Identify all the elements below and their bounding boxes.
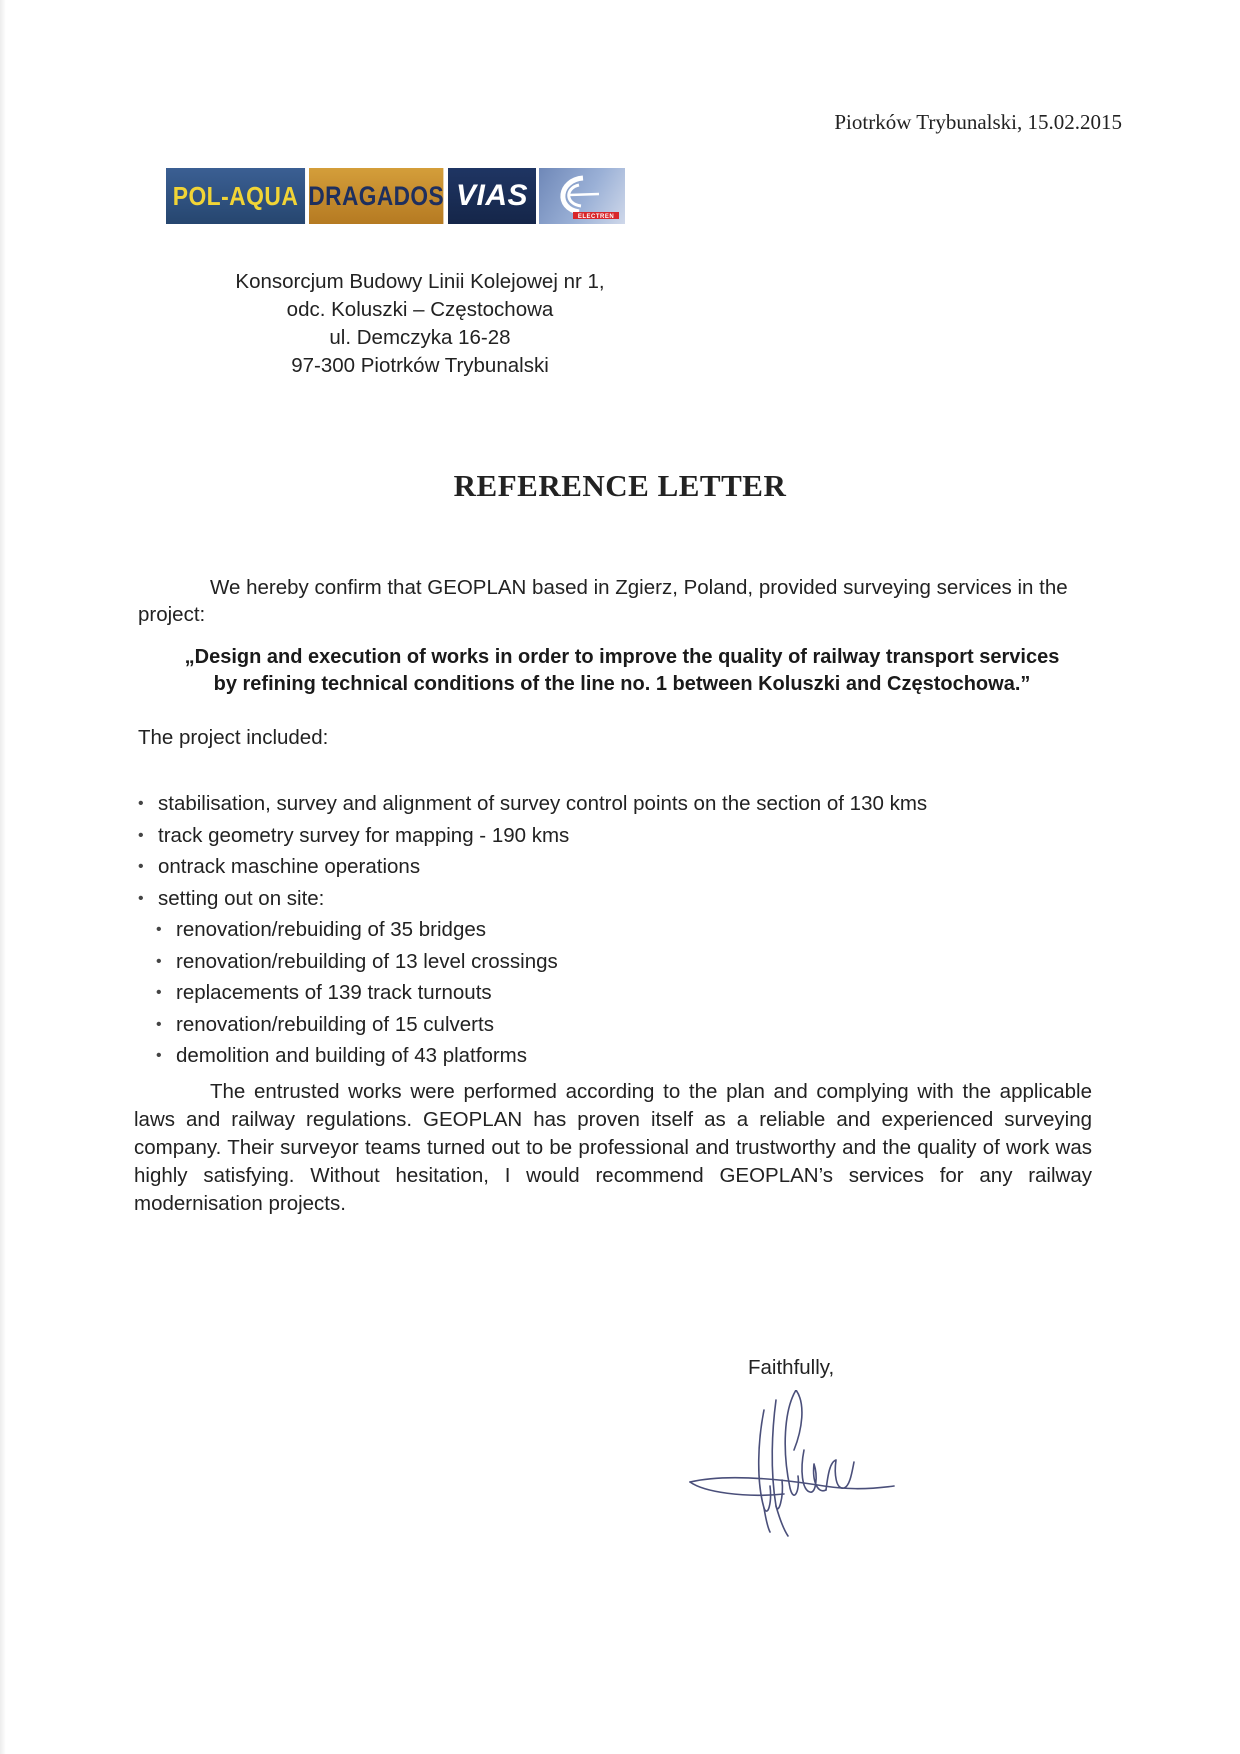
address-line: 97-300 Piotrków Trybunalski — [291, 354, 549, 377]
list-item-text: setting out on site: — [158, 886, 325, 910]
included-label: The project included: — [138, 726, 329, 749]
letter-title: REFERENCE LETTER — [453, 468, 787, 503]
bullet-icon: • — [138, 826, 144, 844]
bullet-icon: • — [156, 984, 162, 1001]
bullet-icon: • — [156, 1047, 162, 1064]
project-name — [128, 644, 1116, 698]
bullet-icon: • — [138, 858, 144, 875]
scan-edge — [0, 0, 6, 1754]
sub-list-item — [138, 977, 927, 1009]
scope-list — [138, 788, 927, 1072]
list-item — [138, 788, 927, 820]
sub-list-item — [138, 946, 927, 978]
letter-date: Piotrków Trybunalski, 15.02.2015 — [834, 110, 1122, 134]
sub-list-item-text: replacements of 139 track turnouts — [176, 981, 492, 1004]
sub-list-item-text: renovation/rebuilding of 13 level crossings — [176, 949, 558, 973]
sub-list-item-text: renovation/rebuilding of 15 culverts — [176, 1012, 494, 1036]
intro-paragraph: We hereby confirm that GEOPLAN based in Zgierz, Poland, provided surveying services in the project: — [138, 576, 1068, 626]
list-item-text: stabilisation, survey and alignment of survey control points on the section of 130 kms — [158, 792, 928, 815]
swoosh-c-icon — [539, 168, 625, 224]
address-line: odc. Koluszki – Częstochowa — [286, 298, 554, 321]
vias-logo: VIAS — [448, 168, 536, 224]
list-item-text: ontrack maschine operations — [158, 855, 421, 878]
project-name-line: by refining technical conditions of the line no. 1 between Koluszki and Częstochowa.” — [213, 673, 1031, 695]
bullet-icon: • — [156, 1015, 162, 1033]
bullet-icon: • — [156, 952, 162, 970]
sub-list-item-text: demolition and building of 43 platforms — [176, 1044, 527, 1067]
bullet-icon: • — [138, 889, 144, 907]
recipient-address — [210, 268, 630, 380]
signature-image — [684, 1390, 904, 1540]
polaqua-logo: POL-AQUA — [166, 168, 305, 224]
list-item — [138, 820, 927, 852]
bullet-icon: • — [138, 795, 144, 812]
dragados-logo: DRAGADOS — [309, 168, 443, 224]
sub-list-item — [138, 914, 927, 946]
sub-list-item — [138, 1040, 927, 1072]
address-line: Konsorcjum Budowy Linii Kolejowej nr 1, — [235, 270, 605, 293]
electren-wordmark: ELECTREN — [577, 214, 615, 220]
sign-off: Faithfully, — [748, 1356, 835, 1379]
bullet-icon: • — [156, 921, 162, 938]
electren-logo — [539, 168, 625, 224]
list-item-text: track geometry survey for mapping - 190 kms — [158, 823, 570, 847]
closing-paragraph: The entrusted works were performed according to the plan and complying with the applicable laws and railway regulations. GEOPLAN has proven itself as a reliable and experienced surveying company. Their surveyor teams turned out to be professional and trustworthy and the quality of work was highly satisfying. Without hesitation, I would recommend GEOPLAN’s services for any railway modernisation projects. — [134, 1080, 1092, 1215]
list-item — [138, 883, 927, 915]
consortium-logos — [166, 168, 625, 224]
sub-list-item — [138, 1009, 927, 1041]
sub-list-item-text: renovation/rebuiding of 35 bridges — [176, 918, 486, 941]
address-line: ul. Demczyka 16-28 — [329, 326, 511, 349]
project-name-line: „Design and execution of works in order to improve the quality of railway transport services — [184, 646, 1060, 668]
list-item — [138, 851, 927, 883]
